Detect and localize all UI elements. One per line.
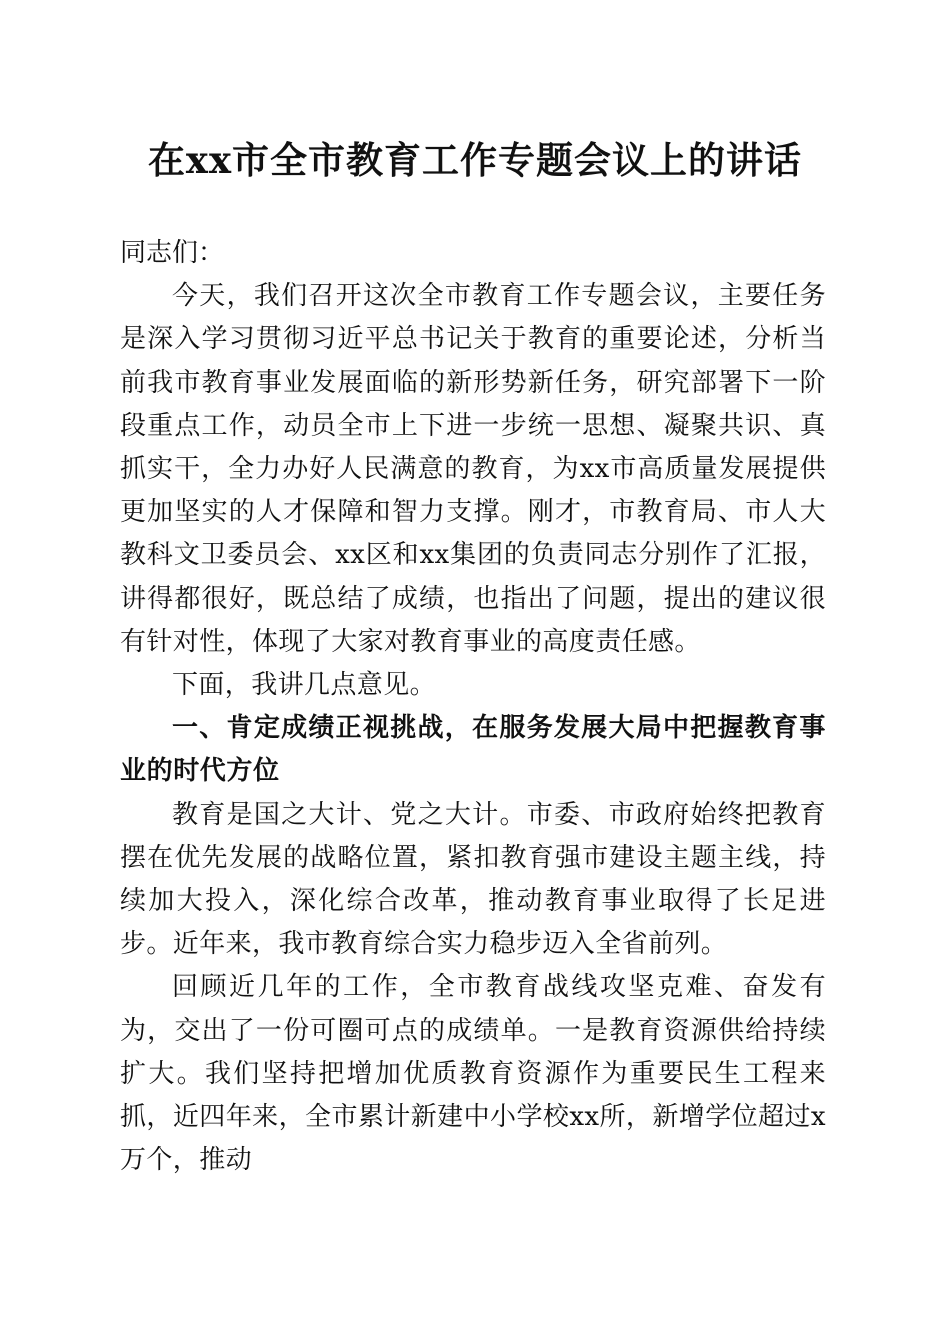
section-heading-1: 一、肯定成绩正视挑战，在服务发展大局中把握教育事业的时代方位	[120, 713, 826, 787]
document-title: 在xx市全市教育工作专题会议上的讲话	[147, 138, 803, 182]
greeting: 同志们：	[120, 238, 225, 268]
document-body	[120, 232, 826, 1182]
paragraph-intro: 下面，我讲几点意见。	[172, 670, 437, 701]
paragraph-section1-1: 教育是国之大计、党之大计。市委、市政府始终把教育摆在优先发展的战略位置，紧扣教育强市建设主题主线，持续加大投入，深化综合改革，推动教育事业取得了长足进步。近年来，我市教育综合实力稳步迈入全省前列。	[120, 799, 826, 960]
paragraph-opening: 今天，我们召开这次全市教育工作专题会议，主要任务是深入学习贯彻习近平总书记关于教育的重要论述，分析当前我市教育事业发展面临的新形势新任务，研究部署下一阶段重点工作，动员全市上下进一步统一思想、凝聚共识、真抓实干，全力办好人民满意的教育，为xx市高质量发展提供更加坚实的人才保障和智力支撑。刚才，市教育局、市人大教科文卫委员会、xx区和xx集团的负责同志分别作了汇报，讲得都很好，既总结了成绩，也指出了问题，提出的建议很有针对性，体现了大家对教育事业的高度责任感。	[120, 281, 826, 657]
paragraph-section1-2: 回顾近几年的工作，全市教育战线攻坚克难、奋发有为，交出了一份可圈可点的成绩单。一是教育资源供给持续扩大。我们坚持把增加优质教育资源作为重要民生工程来抓，近四年来，全市累计新建中小学校xx所，新增学位超过x万个，推动	[120, 972, 826, 1176]
